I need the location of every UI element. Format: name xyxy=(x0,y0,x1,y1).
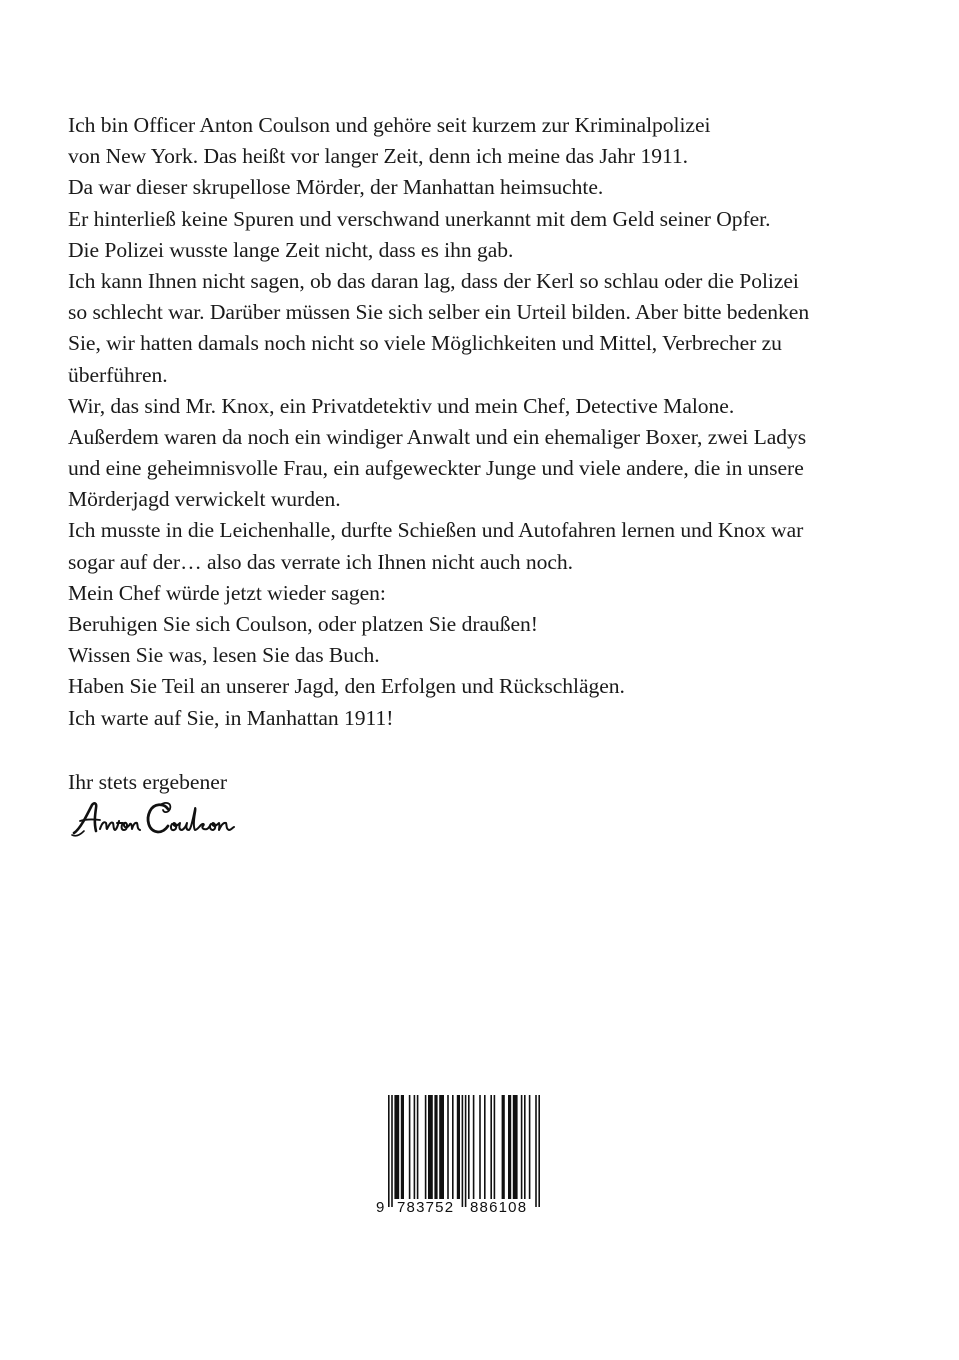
barcode-bar xyxy=(447,1095,449,1199)
blurb-line: Ich bin Officer Anton Coulson und gehöre seit kurzem zur Kriminalpolizei xyxy=(68,113,711,137)
blurb-line: Er hinterließ keine Spuren und verschwand unerkannt mit dem Geld seiner Opfer. xyxy=(68,206,771,231)
blurb-line: Die Polizei wusste lange Zeit nicht, dass es ihn gab. xyxy=(68,237,514,262)
barcode-bar xyxy=(490,1095,492,1199)
blurb-line: Ich kann Ihnen nicht sagen, ob das daran lag, dass der Kerl so schlau oder die Polizei xyxy=(68,268,799,293)
barcode-bar xyxy=(457,1095,460,1199)
blurb-line: Beruhigen Sie sich Coulson, oder platzen Sie draußen! xyxy=(68,612,538,636)
barcode-guard-bar xyxy=(462,1095,464,1207)
barcode-bar xyxy=(434,1095,437,1199)
blurb-line: Sie, wir hatten damals noch nicht so viele Möglichkeiten und Mittel, Verbrecher zu xyxy=(68,331,782,356)
signature-image xyxy=(70,799,250,843)
barcode-bar xyxy=(414,1095,416,1199)
blurb-line: überführen. xyxy=(68,362,168,387)
barcode-digits xyxy=(373,1197,545,1219)
barcode-bar xyxy=(529,1095,531,1199)
barcode-guard-bar xyxy=(388,1095,390,1207)
barcode-bar xyxy=(494,1095,496,1199)
barcode-guard-bar xyxy=(538,1095,540,1207)
barcode-bar xyxy=(484,1095,486,1199)
barcode-bar xyxy=(508,1095,511,1199)
blurb-line: Mörderjagd verwickelt wurden. xyxy=(68,487,341,512)
barcode-bar xyxy=(502,1095,505,1199)
blurb-line: Mein Chef würde jetzt wieder sagen: xyxy=(68,580,386,605)
blurb-line: Ich warte auf Sie, in Manhattan 1911! xyxy=(68,705,394,730)
blurb-line: sogar auf der… also das verrate ich Ihnen nicht auch noch. xyxy=(68,549,573,574)
blurb-line: Außerdem waren da noch ein windiger Anwalt und ein ehemaliger Boxer, zwei Ladys xyxy=(68,424,807,449)
barcode-guard-bar xyxy=(391,1095,393,1207)
barcode-right-group: 886108 xyxy=(470,1199,528,1216)
barcode-bar xyxy=(401,1095,404,1199)
barcode-bar xyxy=(479,1095,481,1199)
blurb-line: so schlecht war. Darüber müssen Sie sich selber ein Urteil bilden. Aber bitte bedenken xyxy=(68,300,810,325)
barcode-bar xyxy=(409,1095,411,1199)
barcode-bar xyxy=(473,1095,475,1199)
barcode-bar xyxy=(425,1095,427,1199)
barcode-bar xyxy=(452,1095,454,1199)
barcode-guard-bar xyxy=(465,1095,467,1207)
barcode-bar xyxy=(394,1095,399,1199)
closing-salutation: Ihr stets ergebener xyxy=(68,770,228,794)
barcode-bar xyxy=(468,1095,470,1199)
blurb-line: Haben Sie Teil an unserer Jagd, den Erfolgen und Rückschlägen. xyxy=(68,674,625,699)
blurb-line: Ich musste in die Leichenhalle, durfte Schießen und Autofahren lernen und Knox war xyxy=(68,518,804,543)
barcode-bar xyxy=(513,1095,518,1199)
blurb-line: von New York. Das heißt vor langer Zeit, denn ich meine das Jahr 1911. xyxy=(68,144,688,169)
blurb-line: Wissen Sie was, lesen Sie das Buch. xyxy=(68,643,380,668)
blurb-line: und eine geheimnisvolle Frau, ein aufgeweckter Junge und viele andere, die in unsere xyxy=(68,456,804,481)
barcode-bar xyxy=(521,1095,523,1199)
barcode-left-group: 783752 xyxy=(397,1199,455,1216)
barcode-guard-bar xyxy=(535,1095,537,1207)
barcode-bar xyxy=(439,1095,444,1199)
isbn-barcode xyxy=(373,1091,545,1225)
barcode-bar xyxy=(417,1095,419,1199)
barcode-lead-digit: 9 xyxy=(376,1199,385,1216)
blurb-text xyxy=(68,110,898,734)
barcode-bar xyxy=(524,1095,526,1199)
blurb-line: Da war dieser skrupellose Mörder, der Manhattan heimsuchte. xyxy=(68,175,604,200)
barcode-bar xyxy=(428,1095,433,1199)
blurb-line: Wir, das sind Mr. Knox, ein Privatdetektiv und mein Chef, Detective Malone. xyxy=(68,393,735,418)
